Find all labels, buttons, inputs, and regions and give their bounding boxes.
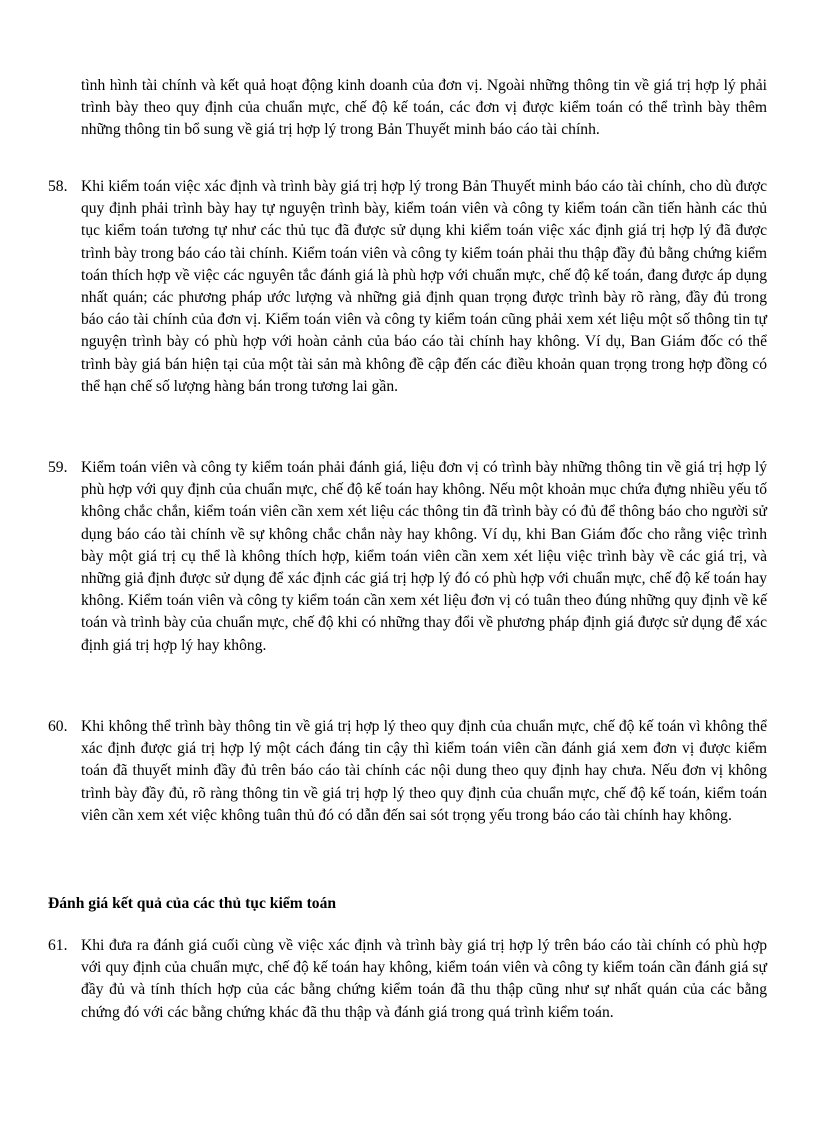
section-heading: Đánh giá kết quả của các thủ tục kiểm toán xyxy=(48,895,337,912)
item-text: Khi kiểm toán việc xác định và trình bày giá trị hợp lý trong Bản Thuyết minh báo cáo tài chính, cho dù được quy định phải trình bày hay tự nguyện trình bày, kiểm toán viên và công ty kiểm toán cần tiến hành các thủ tục kiểm toán tương tự như các thủ tục đã được sử dụng khi kiểm toán việc xác định giá trị hợp lý đã được trình bày trong báo cáo tài chính. Kiểm toán viên và công ty kiểm toán phải thu thập đầy đủ bằng chứng kiểm toán thích hợp về việc các nguyên tắc đánh giá là phù hợp với chuẩn mực, chế độ kế toán, đang được áp dụng nhất quán; các phương pháp ước lượng và những giả định quan trọng được trình bày rõ ràng, đầy đủ trong báo cáo tài chính của đơn vị. Kiểm toán viên và công ty kiểm toán cũng phải xem xét liệu một số thông tin tự nguyện trình bày có phù hợp với hoàn cảnh của báo cáo tài chính hay không. Ví dụ, Ban Giám đốc có thể trình bày giá bán hiện tại của một tài sản mà không đề cập đến các điều khoản quan trọng trong hợp đồng có thể hạn chế số lượng hàng bán trong tương lai gần. xyxy=(81,178,767,395)
item-number: 61. xyxy=(48,937,68,954)
item-text: Khi đưa ra đánh giá cuối cùng về việc xác định và trình bày giá trị hợp lý trên báo cáo tài chính có phù hợp với quy định của chuẩn mực, chế độ kế toán hay không, kiểm toán viên và công ty kiểm toán cần đánh giá sự đầy đủ và tính thích hợp của các bằng chứng kiểm toán đã thu thập cũng như sự nhất quán của các bằng chứng đó với các bằng chứng khác đã thu thập và đánh giá trong quá trình kiểm toán. xyxy=(81,937,767,1021)
item-number: 58. xyxy=(48,178,68,195)
item-text: Kiểm toán viên và công ty kiểm toán phải đánh giá, liệu đơn vị có trình bày những thông tin về giá trị hợp lý phù hợp với quy định của chuẩn mực, chế độ kế toán hay không. Nếu một khoản mục chứa đựng nhiều yếu tố không chắc chắn, kiểm toán viên cần xem xét liệu các thông tin đã trình bày có đủ để thông báo cho người sử dụng báo cáo tài chính về sự không chắc chắn này hay không. Ví dụ, khi Ban Giám đốc cho rằng việc trình bày một giá trị cụ thể là không thích hợp, kiểm toán viên cần xem xét liệu việc trình bày về các giá trị, và những giả định được sử dụng để xác định các giá trị hợp lý đó có phù hợp với chuẩn mực, chế độ kế toán hay không. Kiểm toán viên và công ty kiểm toán cần xem xét liệu đơn vị có tuân theo đúng những quy định về kế toán và trình bày của chuẩn mực, chế độ khi có những thay đổi về phương pháp định giá được sử dụng để xác định giá trị hợp lý hay không. xyxy=(81,459,767,654)
intro-paragraph: tình hình tài chính và kết quả hoạt động kinh doanh của đơn vị. Ngoài những thông tin về giá trị hợp lý phải trình bày theo quy định của chuẩn mực, chế độ kế toán, các đơn vị được kiểm toán có thể trình bày thêm những thông tin bổ sung về giá trị hợp lý trong Bản Thuyết minh báo cáo tài chính. xyxy=(81,77,767,139)
item-number: 60. xyxy=(48,718,68,735)
item-text: Khi không thể trình bày thông tin về giá trị hợp lý theo quy định của chuẩn mực, chế độ kế toán vì không thể xác định được giá trị hợp lý một cách đáng tin cậy thì kiểm toán viên cần đánh giá xem đơn vị được kiểm toán đã thuyết minh đầy đủ trên báo cáo tài chính các nội dung theo quy định hay chưa. Nếu đơn vị không trình bày đầy đủ, rõ ràng thông tin về giá trị hợp lý theo quy định của chuẩn mực, chế độ kế toán, kiểm toán viên cần xem xét việc không tuân thủ đó có dẫn đến sai sót trọng yếu trong báo cáo tài chính hay không. xyxy=(81,718,767,824)
item-number: 59. xyxy=(48,459,68,476)
